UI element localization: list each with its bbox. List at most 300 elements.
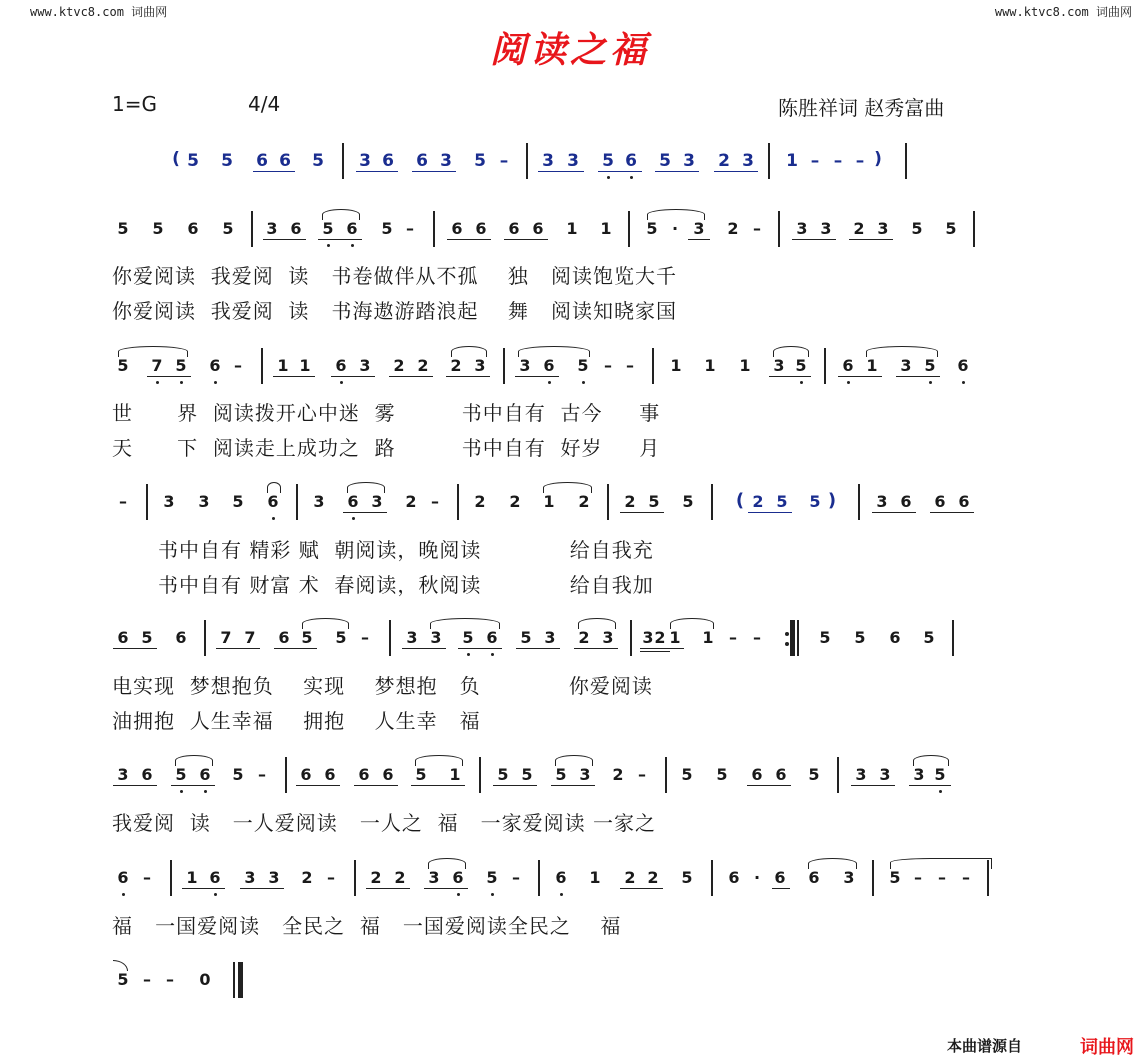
note: 2 xyxy=(509,492,521,511)
beam xyxy=(412,171,456,172)
beam xyxy=(216,648,260,649)
note: 3 xyxy=(519,356,531,375)
barline xyxy=(285,757,287,793)
note: 3 xyxy=(602,628,614,647)
note: 5 xyxy=(934,765,946,784)
note: 6 xyxy=(934,492,946,511)
beam xyxy=(113,785,157,786)
note: 3 xyxy=(428,868,440,887)
beam xyxy=(147,376,191,377)
slur xyxy=(773,346,809,357)
note: 6 xyxy=(958,492,970,511)
note: 6 xyxy=(290,219,302,238)
low-dot xyxy=(800,381,803,384)
note: 5 xyxy=(716,765,728,784)
barline xyxy=(952,620,954,656)
note: 1 xyxy=(543,492,555,511)
low-dot xyxy=(352,517,355,520)
lyrics-row-3-verse-2: 书中自有 财富 术 春阅读，秋阅读 给自我加 xyxy=(158,573,654,597)
beam xyxy=(171,785,215,786)
note: 5 xyxy=(141,628,153,647)
note: 5 xyxy=(221,151,233,171)
note: 2 xyxy=(647,868,659,887)
beam xyxy=(849,239,893,240)
note: 6 xyxy=(452,868,464,887)
tie xyxy=(518,346,590,357)
brand-logo: 词曲网 xyxy=(1080,1037,1134,1058)
note: 6 xyxy=(543,356,555,375)
note: – xyxy=(143,868,151,887)
note: 6 xyxy=(555,868,567,887)
note: 3 xyxy=(266,219,278,238)
note: 5 xyxy=(681,868,693,887)
note: 1 xyxy=(600,219,612,238)
barline xyxy=(389,620,391,656)
note: 1 xyxy=(739,356,751,375)
note: 5 xyxy=(474,151,486,171)
low-dot xyxy=(939,790,942,793)
note: – xyxy=(626,356,634,375)
note: 3 xyxy=(268,868,280,887)
note: 6 xyxy=(382,765,394,784)
note: 5 xyxy=(555,765,567,784)
note: – xyxy=(143,970,151,989)
beam xyxy=(851,785,895,786)
beam xyxy=(273,376,315,377)
note: 5 xyxy=(854,628,866,647)
barline xyxy=(768,143,770,179)
note: 2 xyxy=(474,492,486,511)
barline xyxy=(433,211,435,247)
low-dot xyxy=(214,893,217,896)
repeat-dot xyxy=(785,632,789,636)
lyrics-row-3-verse-1: 书中自有 精彩 赋 朝阅读，晚阅读 给自我充 xyxy=(158,538,654,562)
barline xyxy=(711,860,713,896)
note: 1 xyxy=(589,868,601,887)
note: 6 xyxy=(335,356,347,375)
low-dot xyxy=(122,893,125,896)
repeat-end-barline xyxy=(790,620,795,656)
low-dot xyxy=(340,381,343,384)
note: 5 xyxy=(117,970,129,989)
final-barline-thick xyxy=(238,962,243,998)
low-dot xyxy=(327,244,330,247)
tie xyxy=(113,960,128,971)
note: 5 xyxy=(889,868,901,887)
note: 6 xyxy=(209,356,221,375)
note: 3 xyxy=(359,356,371,375)
note: 5 xyxy=(577,356,589,375)
note: 6 xyxy=(346,219,358,238)
note: 3 xyxy=(579,765,591,784)
note: 5 xyxy=(681,765,693,784)
barline xyxy=(354,860,356,896)
note: 0 xyxy=(199,970,211,989)
slur xyxy=(415,755,463,766)
note: 6 xyxy=(256,151,268,171)
note: 6 xyxy=(279,151,291,171)
note: 3 xyxy=(876,492,888,511)
lyrics-row-1-verse-1: 你爱阅读 我爱阅 读 书卷做伴从不孤 独 阅读饱览大千 xyxy=(112,264,678,288)
note: 3 xyxy=(198,492,210,511)
beam xyxy=(263,239,306,240)
beam xyxy=(274,648,317,649)
beam xyxy=(240,888,284,889)
beam xyxy=(331,376,375,377)
note: 5 xyxy=(923,628,935,647)
site-watermark-right: www.ktvc8.com 词曲网 xyxy=(994,5,1132,19)
repeat-dot xyxy=(785,642,789,646)
note: – xyxy=(729,628,737,647)
beam xyxy=(493,785,537,786)
note: · xyxy=(753,868,761,887)
note: 1 xyxy=(186,868,198,887)
note: 6 xyxy=(141,765,153,784)
note: 5 xyxy=(602,151,614,171)
note: – xyxy=(166,970,174,989)
lyrics-row-4-verse-2: 油拥抱 人生幸福 拥抱 人生幸 福 xyxy=(112,709,481,733)
barline xyxy=(170,860,172,896)
beam xyxy=(792,239,836,240)
note: – xyxy=(914,868,922,887)
beam xyxy=(515,376,559,377)
barline xyxy=(628,211,630,247)
low-dot xyxy=(582,381,585,384)
low-dot xyxy=(156,381,159,384)
note: 5 xyxy=(312,151,324,171)
note: 2 xyxy=(417,356,429,375)
note: 6 xyxy=(117,868,129,887)
note: 3 xyxy=(796,219,808,238)
note: 3 xyxy=(544,628,556,647)
beam xyxy=(411,785,465,786)
intro-close-paren: ) xyxy=(874,149,882,169)
beam xyxy=(318,239,362,240)
note: 3 xyxy=(163,492,175,511)
note: 6 xyxy=(382,151,394,171)
note: 5 xyxy=(648,492,660,511)
note: 1 xyxy=(449,765,461,784)
note: 6 xyxy=(728,868,740,887)
low-dot xyxy=(962,381,965,384)
intro-open-paren: ( xyxy=(172,149,180,169)
low-dot xyxy=(560,893,563,896)
note: – xyxy=(119,492,127,511)
beam xyxy=(688,239,710,240)
note: 3 xyxy=(406,628,418,647)
note: 5 xyxy=(117,219,129,238)
note: 5 xyxy=(187,151,199,171)
note: · xyxy=(671,219,679,238)
note: – xyxy=(638,765,646,784)
note: – xyxy=(361,628,369,647)
note: – xyxy=(855,151,865,171)
note: 5 xyxy=(659,151,671,171)
note: 7 xyxy=(220,628,232,647)
song-title: 阅读之福 xyxy=(489,29,650,71)
note: 3 xyxy=(313,492,325,511)
beam xyxy=(896,376,940,377)
low-dot xyxy=(457,893,460,896)
note: 6 xyxy=(209,868,221,887)
note: 2 xyxy=(394,868,406,887)
note: 2 xyxy=(301,868,313,887)
barline xyxy=(711,484,713,520)
credits: 陈胜祥词 赵秀富曲 xyxy=(778,96,945,120)
note: – xyxy=(753,628,761,647)
note: – xyxy=(406,219,414,238)
note: 5 xyxy=(486,868,498,887)
beam xyxy=(909,785,951,786)
note: ( xyxy=(735,490,745,511)
beam xyxy=(446,376,490,377)
note: – xyxy=(258,765,266,784)
beam xyxy=(343,512,387,513)
beam xyxy=(366,888,410,889)
barline xyxy=(872,860,874,896)
note: – xyxy=(499,151,509,171)
note: 5 xyxy=(795,356,807,375)
note: 3 xyxy=(900,356,912,375)
repeat-end-thin xyxy=(797,620,799,656)
beam xyxy=(516,648,560,649)
note: 6 xyxy=(175,628,187,647)
lyrics-row-1-verse-2: 你爱阅读 我爱阅 读 书海遨游踏浪起 舞 阅读知晓家国 xyxy=(112,299,678,323)
note: 6 xyxy=(324,765,336,784)
note: 2 xyxy=(370,868,382,887)
note: – xyxy=(753,219,761,238)
note: 5 xyxy=(682,492,694,511)
low-dot xyxy=(929,381,932,384)
slur xyxy=(175,755,213,766)
low-dot xyxy=(214,381,217,384)
beam xyxy=(424,888,468,889)
barline xyxy=(778,211,780,247)
note: 5 xyxy=(222,219,234,238)
barline xyxy=(858,484,860,520)
lyrics-row-2-verse-2: 天 下 阅读走上成功之 路 书中自有 好岁 月 xyxy=(112,436,661,460)
key-signature: 1=G xyxy=(112,92,157,116)
note: 3 xyxy=(542,151,554,171)
beam xyxy=(769,376,811,377)
note: 5 xyxy=(232,765,244,784)
note: 6 xyxy=(486,628,498,647)
note: 5 xyxy=(415,765,427,784)
beam xyxy=(598,171,642,172)
beam xyxy=(354,785,398,786)
note: 3 xyxy=(693,219,705,238)
site-watermark-left: www.ktvc8.com 词曲网 xyxy=(30,5,168,19)
note: 1 xyxy=(786,151,798,171)
beam xyxy=(402,648,446,649)
note: 5 xyxy=(381,219,393,238)
note: – xyxy=(431,492,439,511)
note: 5 xyxy=(462,628,474,647)
slur xyxy=(322,209,360,220)
lyrics-row-4-verse-1: 电实现 梦想抱负 实现 梦想抱 负 你爱阅读 xyxy=(112,674,653,698)
note: 1 xyxy=(299,356,311,375)
slur xyxy=(913,755,949,766)
barline xyxy=(251,211,253,247)
note: 6 xyxy=(775,765,787,784)
note: 5 xyxy=(152,219,164,238)
note: 2 xyxy=(654,628,666,647)
note: 6 xyxy=(358,765,370,784)
note: 3 xyxy=(359,151,371,171)
beam xyxy=(838,376,882,377)
tie xyxy=(302,618,349,629)
barline xyxy=(837,757,839,793)
beam xyxy=(640,651,670,652)
low-dot xyxy=(351,244,354,247)
beam xyxy=(356,171,398,172)
slur xyxy=(430,618,500,629)
tie xyxy=(670,618,714,629)
note: 6 xyxy=(532,219,544,238)
note: 2 xyxy=(578,628,590,647)
barline xyxy=(665,757,667,793)
note: 6 xyxy=(774,868,786,887)
note: 6 xyxy=(199,765,211,784)
tie xyxy=(647,209,705,220)
barline xyxy=(824,348,826,384)
note: 6 xyxy=(900,492,912,511)
slur xyxy=(543,482,592,493)
barline xyxy=(987,860,989,896)
note: – xyxy=(810,151,820,171)
note: – xyxy=(962,868,970,887)
beam xyxy=(655,171,699,172)
note: 5 xyxy=(520,628,532,647)
note: 3 xyxy=(913,765,925,784)
note: – xyxy=(833,151,843,171)
note: 3 xyxy=(855,765,867,784)
barline xyxy=(146,484,148,520)
low-dot xyxy=(491,893,494,896)
note: 2 xyxy=(450,356,462,375)
slur xyxy=(428,858,466,869)
note: 6 xyxy=(267,492,279,511)
barline xyxy=(652,348,654,384)
beam xyxy=(574,648,618,649)
tie xyxy=(267,482,281,493)
beam xyxy=(253,171,295,172)
note: 5 xyxy=(301,628,313,647)
slur xyxy=(347,482,385,493)
beam xyxy=(772,888,790,889)
beam xyxy=(504,239,548,240)
beam xyxy=(538,171,584,172)
note: 1 xyxy=(670,356,682,375)
note: 5 xyxy=(646,219,658,238)
note: 6 xyxy=(117,628,129,647)
note: – xyxy=(327,868,335,887)
note: 6 xyxy=(808,868,820,887)
low-dot xyxy=(204,790,207,793)
note: 7 xyxy=(151,356,163,375)
tie xyxy=(890,858,992,869)
barline xyxy=(296,484,298,520)
low-dot xyxy=(630,176,633,179)
note: 5 xyxy=(776,492,788,511)
low-dot xyxy=(180,790,183,793)
note: 2 xyxy=(752,492,764,511)
note: 3 xyxy=(879,765,891,784)
barline xyxy=(204,620,206,656)
note: 2 xyxy=(393,356,405,375)
note: 3 xyxy=(642,628,654,647)
beam xyxy=(113,648,157,649)
barline xyxy=(479,757,481,793)
beam xyxy=(620,512,664,513)
note: 3 xyxy=(440,151,452,171)
note: 5 xyxy=(924,356,936,375)
note: 2 xyxy=(578,492,590,511)
note: 5 xyxy=(175,356,187,375)
barline xyxy=(342,143,344,179)
note: 2 xyxy=(624,492,636,511)
slur xyxy=(866,346,938,357)
note: 6 xyxy=(625,151,637,171)
note: 3 xyxy=(244,868,256,887)
note: – xyxy=(512,868,520,887)
note: – xyxy=(938,868,946,887)
final-barline-thin xyxy=(233,962,235,998)
source-label: 本曲谱源自 xyxy=(946,1037,1022,1055)
note: 5 xyxy=(117,356,129,375)
note: 1 xyxy=(566,219,578,238)
beam xyxy=(447,239,491,240)
note: 6 xyxy=(957,356,969,375)
slur xyxy=(555,755,593,766)
slur xyxy=(808,858,857,869)
barline xyxy=(538,860,540,896)
note: 3 xyxy=(773,356,785,375)
lyrics-row-5: 我爱阅 读 一人爱阅读 一人之 福 一家爱阅读 一家之 xyxy=(112,811,657,835)
beam xyxy=(640,648,684,649)
note: 5 xyxy=(809,492,821,511)
note: 3 xyxy=(843,868,855,887)
note: 6 xyxy=(278,628,290,647)
note: 6 xyxy=(187,219,199,238)
note: 3 xyxy=(820,219,832,238)
beam xyxy=(551,785,595,786)
tie xyxy=(118,346,188,357)
note: 3 xyxy=(877,219,889,238)
beam xyxy=(458,648,502,649)
note: 5 xyxy=(521,765,533,784)
note: 6 xyxy=(451,219,463,238)
note: 5 xyxy=(335,628,347,647)
note: 2 xyxy=(718,151,730,171)
note: 6 xyxy=(842,356,854,375)
note: 5 xyxy=(232,492,244,511)
note: 1 xyxy=(702,628,714,647)
barline xyxy=(261,348,263,384)
note: 1 xyxy=(277,356,289,375)
note: ) xyxy=(827,490,837,511)
note: – xyxy=(604,356,612,375)
low-dot xyxy=(607,176,610,179)
low-dot xyxy=(491,653,494,656)
note: 6 xyxy=(475,219,487,238)
beam xyxy=(872,512,916,513)
barline xyxy=(503,348,505,384)
note: 1 xyxy=(866,356,878,375)
note: 3 xyxy=(430,628,442,647)
beam xyxy=(930,512,974,513)
barline xyxy=(905,143,907,179)
